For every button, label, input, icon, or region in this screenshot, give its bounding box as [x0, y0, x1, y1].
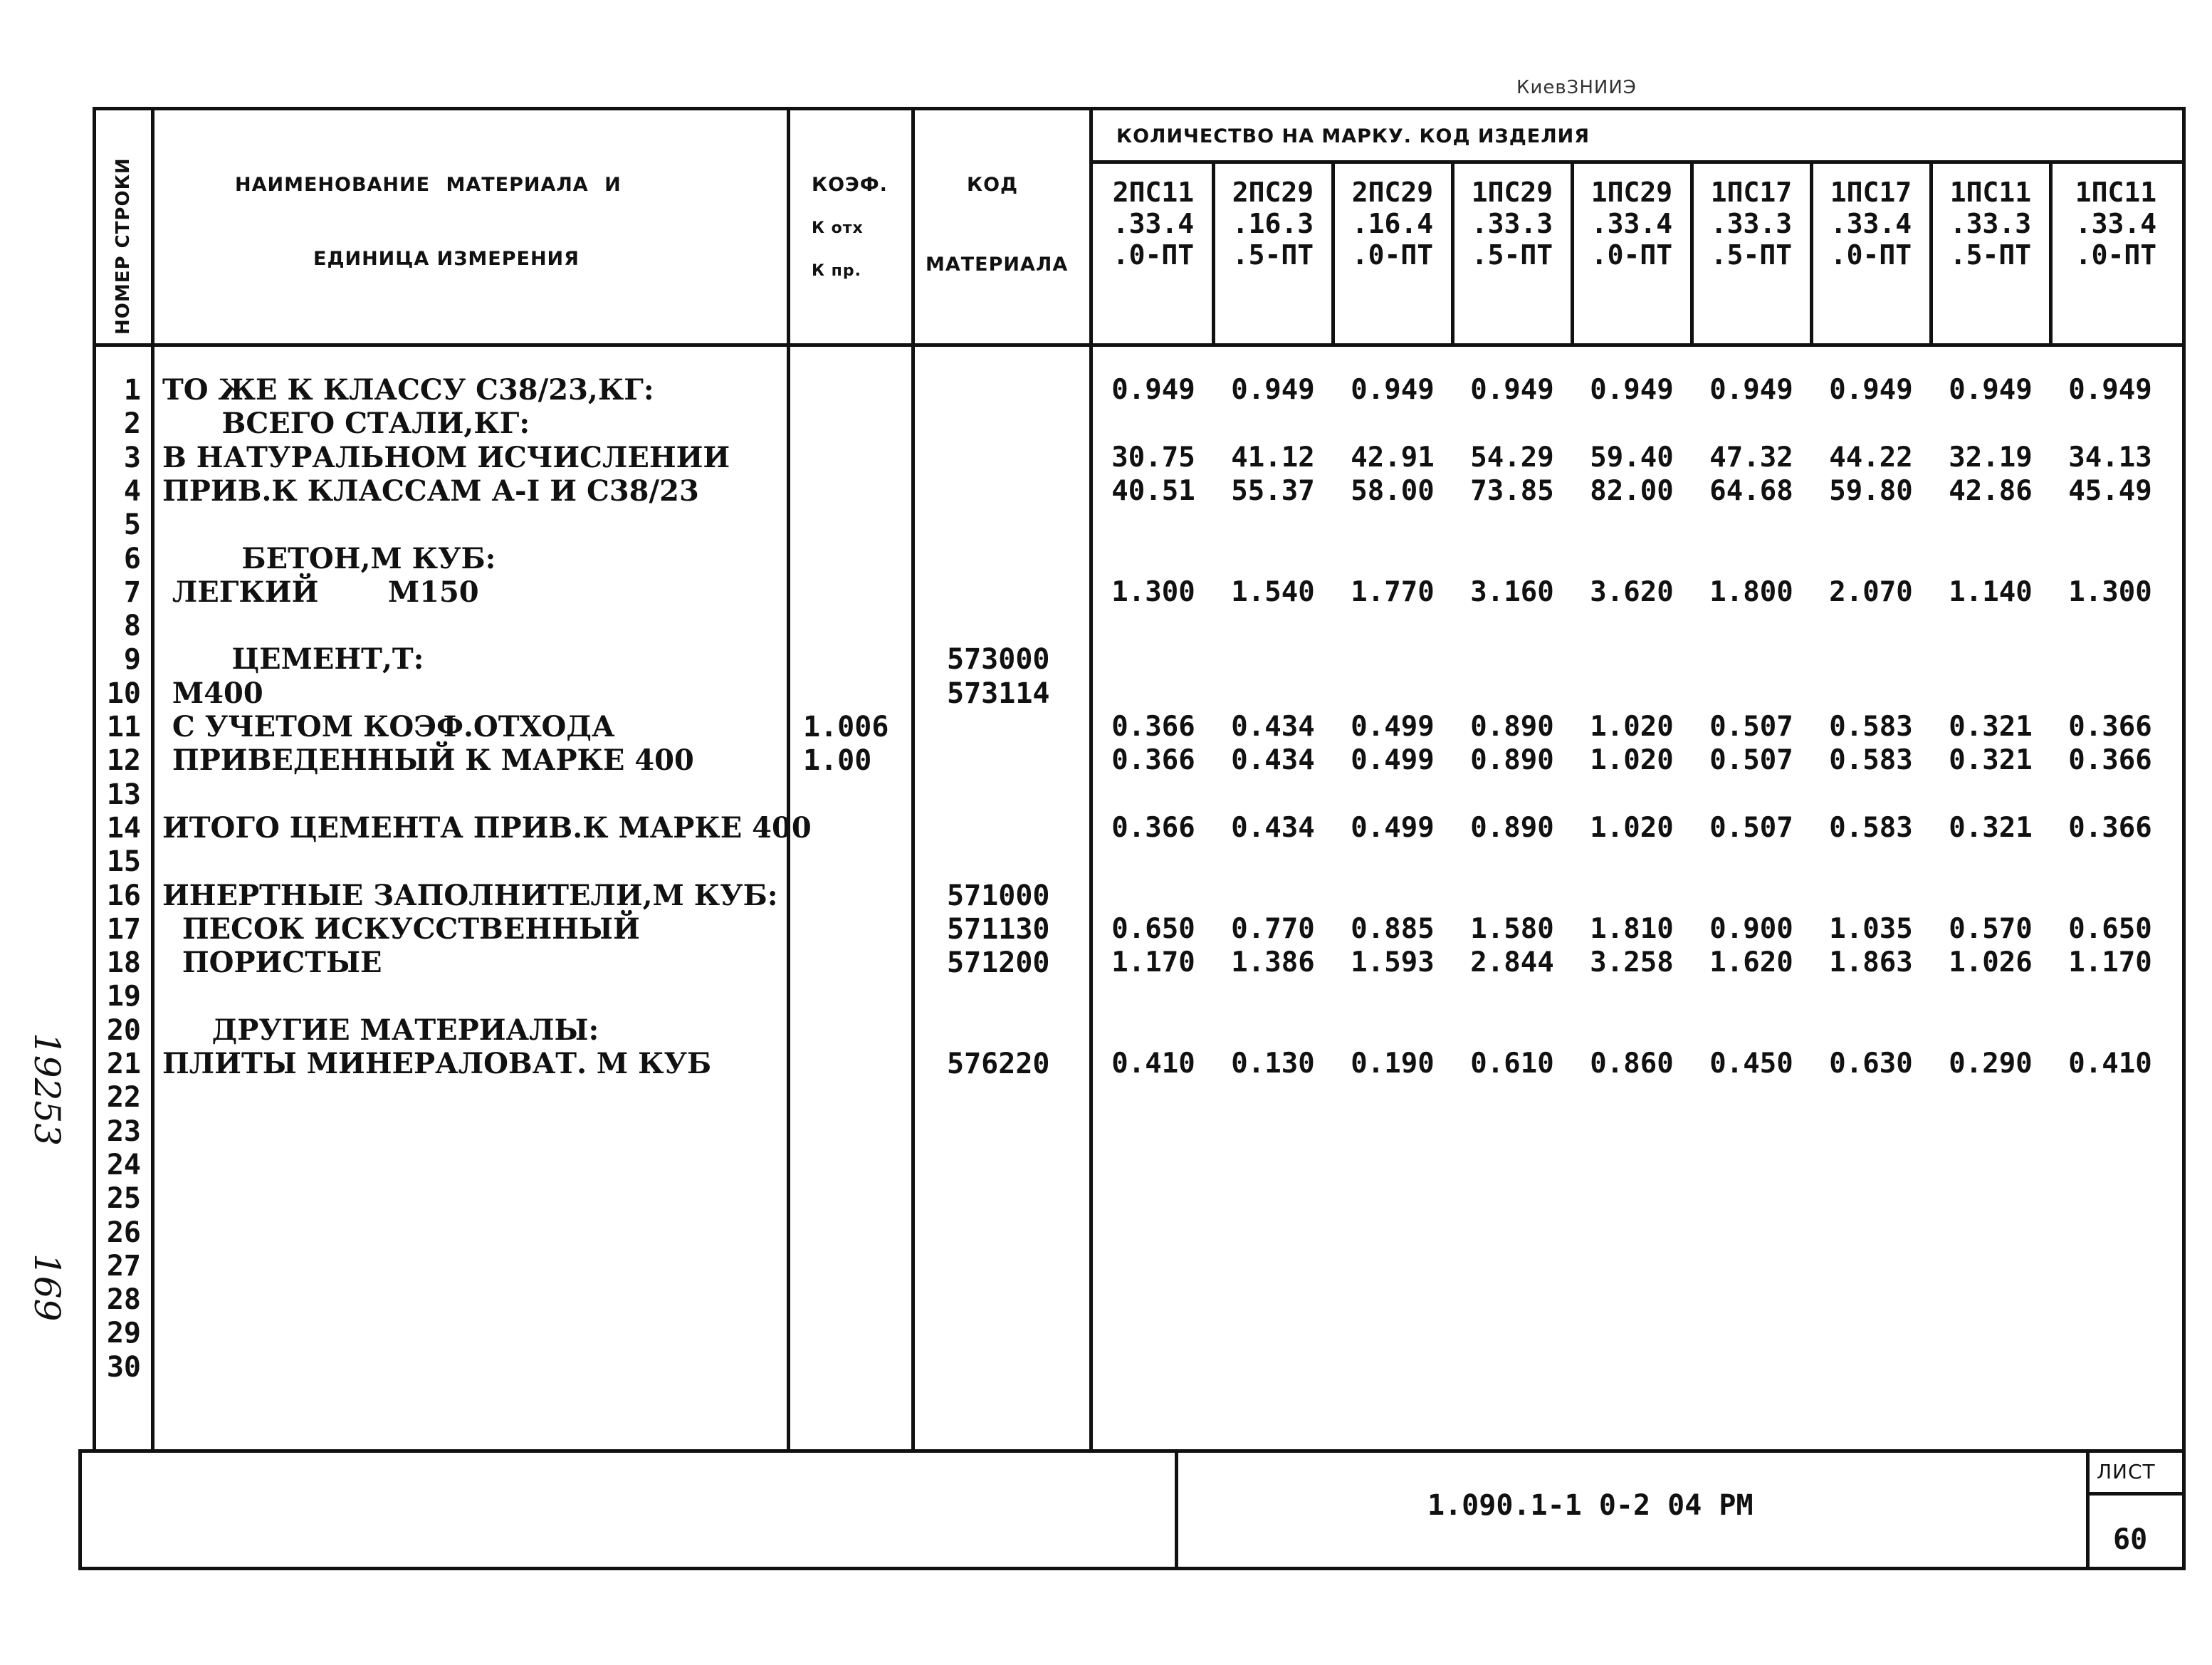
quantity-cell: 59.80	[1829, 474, 1913, 507]
quantity-cell: 0.949	[1470, 374, 1554, 406]
material-code: 571000	[947, 879, 1050, 912]
sheet-number: 60	[2113, 1523, 2148, 1556]
sheet-label: ЛИСТ	[2097, 1460, 2156, 1483]
row-number: 14	[106, 811, 141, 845]
name-right-line	[787, 107, 790, 1453]
row-number: 9	[123, 643, 141, 677]
quantity-cell: 34.13	[2068, 441, 2152, 474]
quantity-cell: 42.91	[1351, 441, 1435, 474]
quantity-cell: 82.00	[1590, 474, 1674, 507]
quantity-cell: 0.366	[1111, 811, 1195, 844]
material-name: ВСЕГО СТАЛИ,КГ:	[162, 407, 530, 441]
row-number: 16	[106, 879, 141, 912]
row-number: 19	[106, 980, 141, 1013]
quantity-cell: 41.12	[1231, 441, 1315, 474]
row-number: 10	[106, 677, 141, 710]
header-row-number: НОМЕР СТРОКИ	[112, 157, 134, 335]
quantity-cell: 1.020	[1590, 744, 1674, 777]
quantity-cell: 0.507	[1709, 744, 1793, 777]
quantity-cell: 3.620	[1590, 575, 1674, 608]
material-name: ПЛИТЫ МИНЕРАЛОВАТ. М КУБ	[162, 1047, 712, 1080]
quantity-cell: 59.40	[1590, 441, 1674, 474]
quantity-cell: 0.900	[1709, 912, 1793, 945]
top-stamp: КиевЗНИИЭ	[1516, 77, 1637, 98]
quantity-cell: 0.949	[2068, 374, 2152, 406]
quantity-cell: 0.499	[1351, 744, 1435, 777]
quantity-cell: 58.00	[1351, 474, 1435, 507]
row-number: 3	[123, 441, 141, 474]
quantity-cell: 0.366	[1111, 744, 1195, 777]
row-number: 20	[106, 1013, 141, 1047]
row-number: 28	[106, 1283, 141, 1317]
row-number: 11	[106, 711, 141, 743]
quantity-cell: 42.86	[1949, 474, 2033, 507]
row-number: 26	[106, 1216, 141, 1249]
material-coefficient: 1.006	[803, 711, 889, 743]
material-code: 576220	[947, 1048, 1050, 1080]
row-number: 18	[106, 946, 141, 980]
quantity-cell: 1.140	[1949, 575, 2033, 608]
header-coef-line2: К отх	[812, 219, 864, 237]
margin-handwriting-number2: 169	[26, 1253, 68, 1322]
quantity-cell: 1.300	[2068, 575, 2152, 608]
quantity-cell: 0.190	[1351, 1048, 1435, 1080]
quantity-cell: 0.890	[1470, 744, 1554, 777]
coef-right-line	[911, 107, 915, 1453]
quantity-cell: 1.020	[1590, 711, 1674, 743]
quantity-cell: 0.366	[1111, 711, 1195, 743]
row-number: 4	[123, 474, 141, 508]
quantity-cell: 0.860	[1590, 1048, 1674, 1080]
row-number: 13	[106, 778, 141, 811]
quantity-cell: 47.32	[1709, 441, 1793, 474]
row-number: 12	[106, 744, 141, 778]
quantity-cell: 1.386	[1231, 946, 1315, 979]
quantity-cell: 2.844	[1470, 946, 1554, 979]
material-name: ПЕСОК ИСКУССТВЕННЫЙ	[162, 912, 640, 946]
row-number: 24	[106, 1148, 141, 1181]
quantity-cell: 1.026	[1949, 946, 2033, 979]
quantity-cell: 3.258	[1590, 946, 1674, 979]
code-right-line	[1089, 107, 1093, 1453]
quantity-cell: 0.130	[1231, 1048, 1315, 1080]
quantity-cell: 0.949	[1111, 374, 1195, 406]
quantity-cell: 0.570	[1949, 912, 2033, 945]
quantity-cell: 0.434	[1231, 711, 1315, 743]
quantity-cell: 64.68	[1709, 474, 1793, 507]
quantity-cell: 1.593	[1351, 946, 1435, 979]
header-code-line1: КОД	[967, 174, 1019, 196]
quantity-header-line	[1089, 160, 2186, 164]
quantity-cell: 0.499	[1351, 711, 1435, 743]
frame-top-line	[93, 107, 2186, 110]
material-name: М400	[162, 676, 263, 710]
quantity-cell: 0.499	[1351, 811, 1435, 844]
header-coef-line3: К пр.	[812, 262, 861, 280]
quantity-cell: 0.450	[1709, 1048, 1793, 1080]
material-name: ТО ЖЕ К КЛАССУ С38/23,КГ:	[162, 373, 654, 407]
material-name: ДРУГИЕ МАТЕРИАЛЫ:	[162, 1013, 599, 1047]
row-number: 1	[123, 374, 141, 407]
row-number: 17	[106, 912, 141, 946]
material-name: ПРИВ.К КЛАССАМ А-I И С38/23	[162, 474, 699, 508]
footer-divider-line	[1175, 1449, 1178, 1570]
row-number: 5	[123, 508, 141, 542]
row-number: 21	[106, 1048, 141, 1080]
frame-left-line	[78, 1449, 82, 1570]
quantity-cell: 0.583	[1829, 711, 1913, 743]
quantity-cell: 1.540	[1231, 575, 1315, 608]
quantity-cell: 0.434	[1231, 744, 1315, 777]
product-col-5: 1ПС29 .33.4 .0-ПТ	[1590, 177, 1673, 271]
material-code: 573114	[947, 677, 1050, 710]
quantity-cell: 0.949	[1709, 374, 1793, 406]
quantity-cell: 0.650	[2068, 912, 2152, 945]
quantity-cell: 1.300	[1111, 575, 1195, 608]
row-number: 6	[123, 542, 141, 575]
quantity-cell: 54.29	[1470, 441, 1554, 474]
document-code: 1.090.1-1 0-2 04 РМ	[1427, 1489, 1754, 1522]
row-number: 27	[106, 1249, 141, 1283]
quantity-cell: 40.51	[1111, 474, 1195, 507]
quantity-cell: 1.810	[1590, 912, 1674, 945]
material-name: ПОРИСТЫЕ	[162, 946, 382, 980]
row-number: 22	[106, 1081, 141, 1115]
quantity-cell: 0.770	[1231, 912, 1315, 945]
quantity-cell: 1.770	[1351, 575, 1435, 608]
quantity-cell: 0.507	[1709, 711, 1793, 743]
row-number: 23	[106, 1115, 141, 1148]
row-number: 2	[123, 407, 141, 441]
product-col-9: 1ПС11 .33.4 .0-ПТ	[2075, 177, 2157, 271]
quantity-cell: 0.583	[1829, 811, 1913, 844]
quantity-cell: 1.170	[2068, 946, 2152, 979]
quantity-cell: 73.85	[1470, 474, 1554, 507]
quantity-cell: 0.366	[2068, 711, 2152, 743]
material-code: 571130	[947, 912, 1050, 946]
product-col-3: 2ПС29 .16.4 .0-ПТ	[1351, 177, 1434, 271]
quantity-cell: 0.890	[1470, 711, 1554, 743]
quantity-cell: 1.020	[1590, 811, 1674, 844]
row-number: 8	[123, 610, 141, 643]
quantity-cell: 45.49	[2068, 474, 2152, 507]
header-name-line2: ЕДИНИЦА ИЗМЕРЕНИЯ	[313, 248, 580, 270]
quantity-cell: 0.949	[1590, 374, 1674, 406]
header-quantity: КОЛИЧЕСТВО НА МАРКУ. КОД ИЗДЕЛИЯ	[1116, 125, 1590, 147]
quantity-cell: 0.885	[1351, 912, 1435, 945]
quantity-cell: 32.19	[1949, 441, 2033, 474]
quantity-cell: 0.366	[2068, 811, 2152, 844]
material-name: ИНЕРТНЫЕ ЗАПОЛНИТЕЛИ,М КУБ:	[162, 878, 778, 912]
material-code: 571200	[947, 946, 1050, 980]
row-number: 25	[106, 1182, 141, 1216]
header-code-line2: МАТЕРИАЛА	[926, 254, 1069, 276]
material-name: С УЧЕТОМ КОЭФ.ОТХОДА	[162, 710, 615, 743]
product-col-6: 1ПС17 .33.3 .5-ПТ	[1710, 177, 1793, 271]
margin-handwriting-number1: 19253	[26, 1033, 68, 1147]
quantity-cell: 0.410	[1111, 1048, 1195, 1080]
frame-bottom-line	[78, 1567, 2186, 1570]
sheet-box-mid-line	[2086, 1492, 2186, 1496]
product-col-1: 2ПС11 .33.4 .0-ПТ	[1112, 177, 1195, 271]
quantity-cell: 0.290	[1949, 1048, 2033, 1080]
row-number: 15	[106, 845, 141, 879]
quantity-cell: 0.366	[2068, 744, 2152, 777]
quantity-cell: 1.620	[1709, 946, 1793, 979]
quantity-cell: 0.610	[1470, 1048, 1554, 1080]
quantity-cell: 0.321	[1949, 744, 2033, 777]
rownum-right-line	[151, 107, 154, 1453]
row-number: 30	[106, 1350, 141, 1384]
material-name: ИТОГО ЦЕМЕНТА ПРИВ.К МАРКЕ 400	[162, 810, 812, 845]
quantity-cell: 0.321	[1949, 811, 2033, 844]
quantity-cell: 0.949	[1949, 374, 2033, 406]
quantity-cell: 3.160	[1470, 575, 1554, 608]
product-col-2: 2ПС29 .16.3 .5-ПТ	[1232, 177, 1314, 271]
quantity-cell: 0.630	[1829, 1048, 1913, 1080]
header-bottom-line	[93, 343, 2186, 347]
quantity-cell: 1.863	[1829, 946, 1913, 979]
quantity-cell: 0.650	[1111, 912, 1195, 945]
quantity-cell: 0.949	[1351, 374, 1435, 406]
material-coefficient: 1.00	[803, 744, 872, 778]
quantity-cell: 0.949	[1829, 374, 1913, 406]
quantity-cell: 0.949	[1231, 374, 1315, 406]
quantity-cell: 55.37	[1231, 474, 1315, 507]
row-number: 7	[123, 575, 141, 609]
header-name-line1: НАИМЕНОВАНИЕ МАТЕРИАЛА И	[235, 174, 622, 196]
material-name: БЕТОН,М КУБ:	[162, 541, 496, 575]
material-code: 573000	[947, 643, 1050, 677]
quantity-cell: 0.434	[1231, 811, 1315, 844]
quantity-cell: 1.580	[1470, 912, 1554, 945]
row-number: 29	[106, 1317, 141, 1350]
material-name: ЦЕМЕНТ,Т:	[162, 642, 424, 677]
material-name: ЛЕГКИЙ М150	[162, 575, 479, 609]
quantity-cell: 2.070	[1829, 575, 1913, 608]
frame-right-line	[2182, 107, 2186, 1570]
material-name: ПРИВЕДЕННЫЙ К МАРКЕ 400	[162, 743, 694, 778]
quantity-cell: 44.22	[1829, 441, 1913, 474]
quantity-cell: 0.583	[1829, 744, 1913, 777]
quantity-cell: 1.035	[1829, 912, 1913, 945]
quantity-cell: 1.800	[1709, 575, 1793, 608]
product-col-8: 1ПС11 .33.3 .5-ПТ	[1949, 177, 2032, 271]
table-bottom-line	[78, 1449, 2186, 1453]
header-coef-line1: КОЭФ.	[812, 174, 888, 196]
quantity-cell: 0.410	[2068, 1048, 2152, 1080]
quantity-cell: 1.170	[1111, 946, 1195, 979]
product-col-7: 1ПС17 .33.4 .0-ПТ	[1830, 177, 1912, 271]
quantity-cell: 0.321	[1949, 711, 2033, 743]
product-col-4: 1ПС29 .33.3 .5-ПТ	[1471, 177, 1553, 271]
quantity-cell: 30.75	[1111, 441, 1195, 474]
sheet-box-left-line	[2086, 1449, 2090, 1570]
quantity-cell: 0.890	[1470, 811, 1554, 844]
quantity-cell: 0.507	[1709, 811, 1793, 844]
material-name: В НАТУРАЛЬНОМ ИСЧИСЛЕНИИ	[162, 440, 730, 474]
